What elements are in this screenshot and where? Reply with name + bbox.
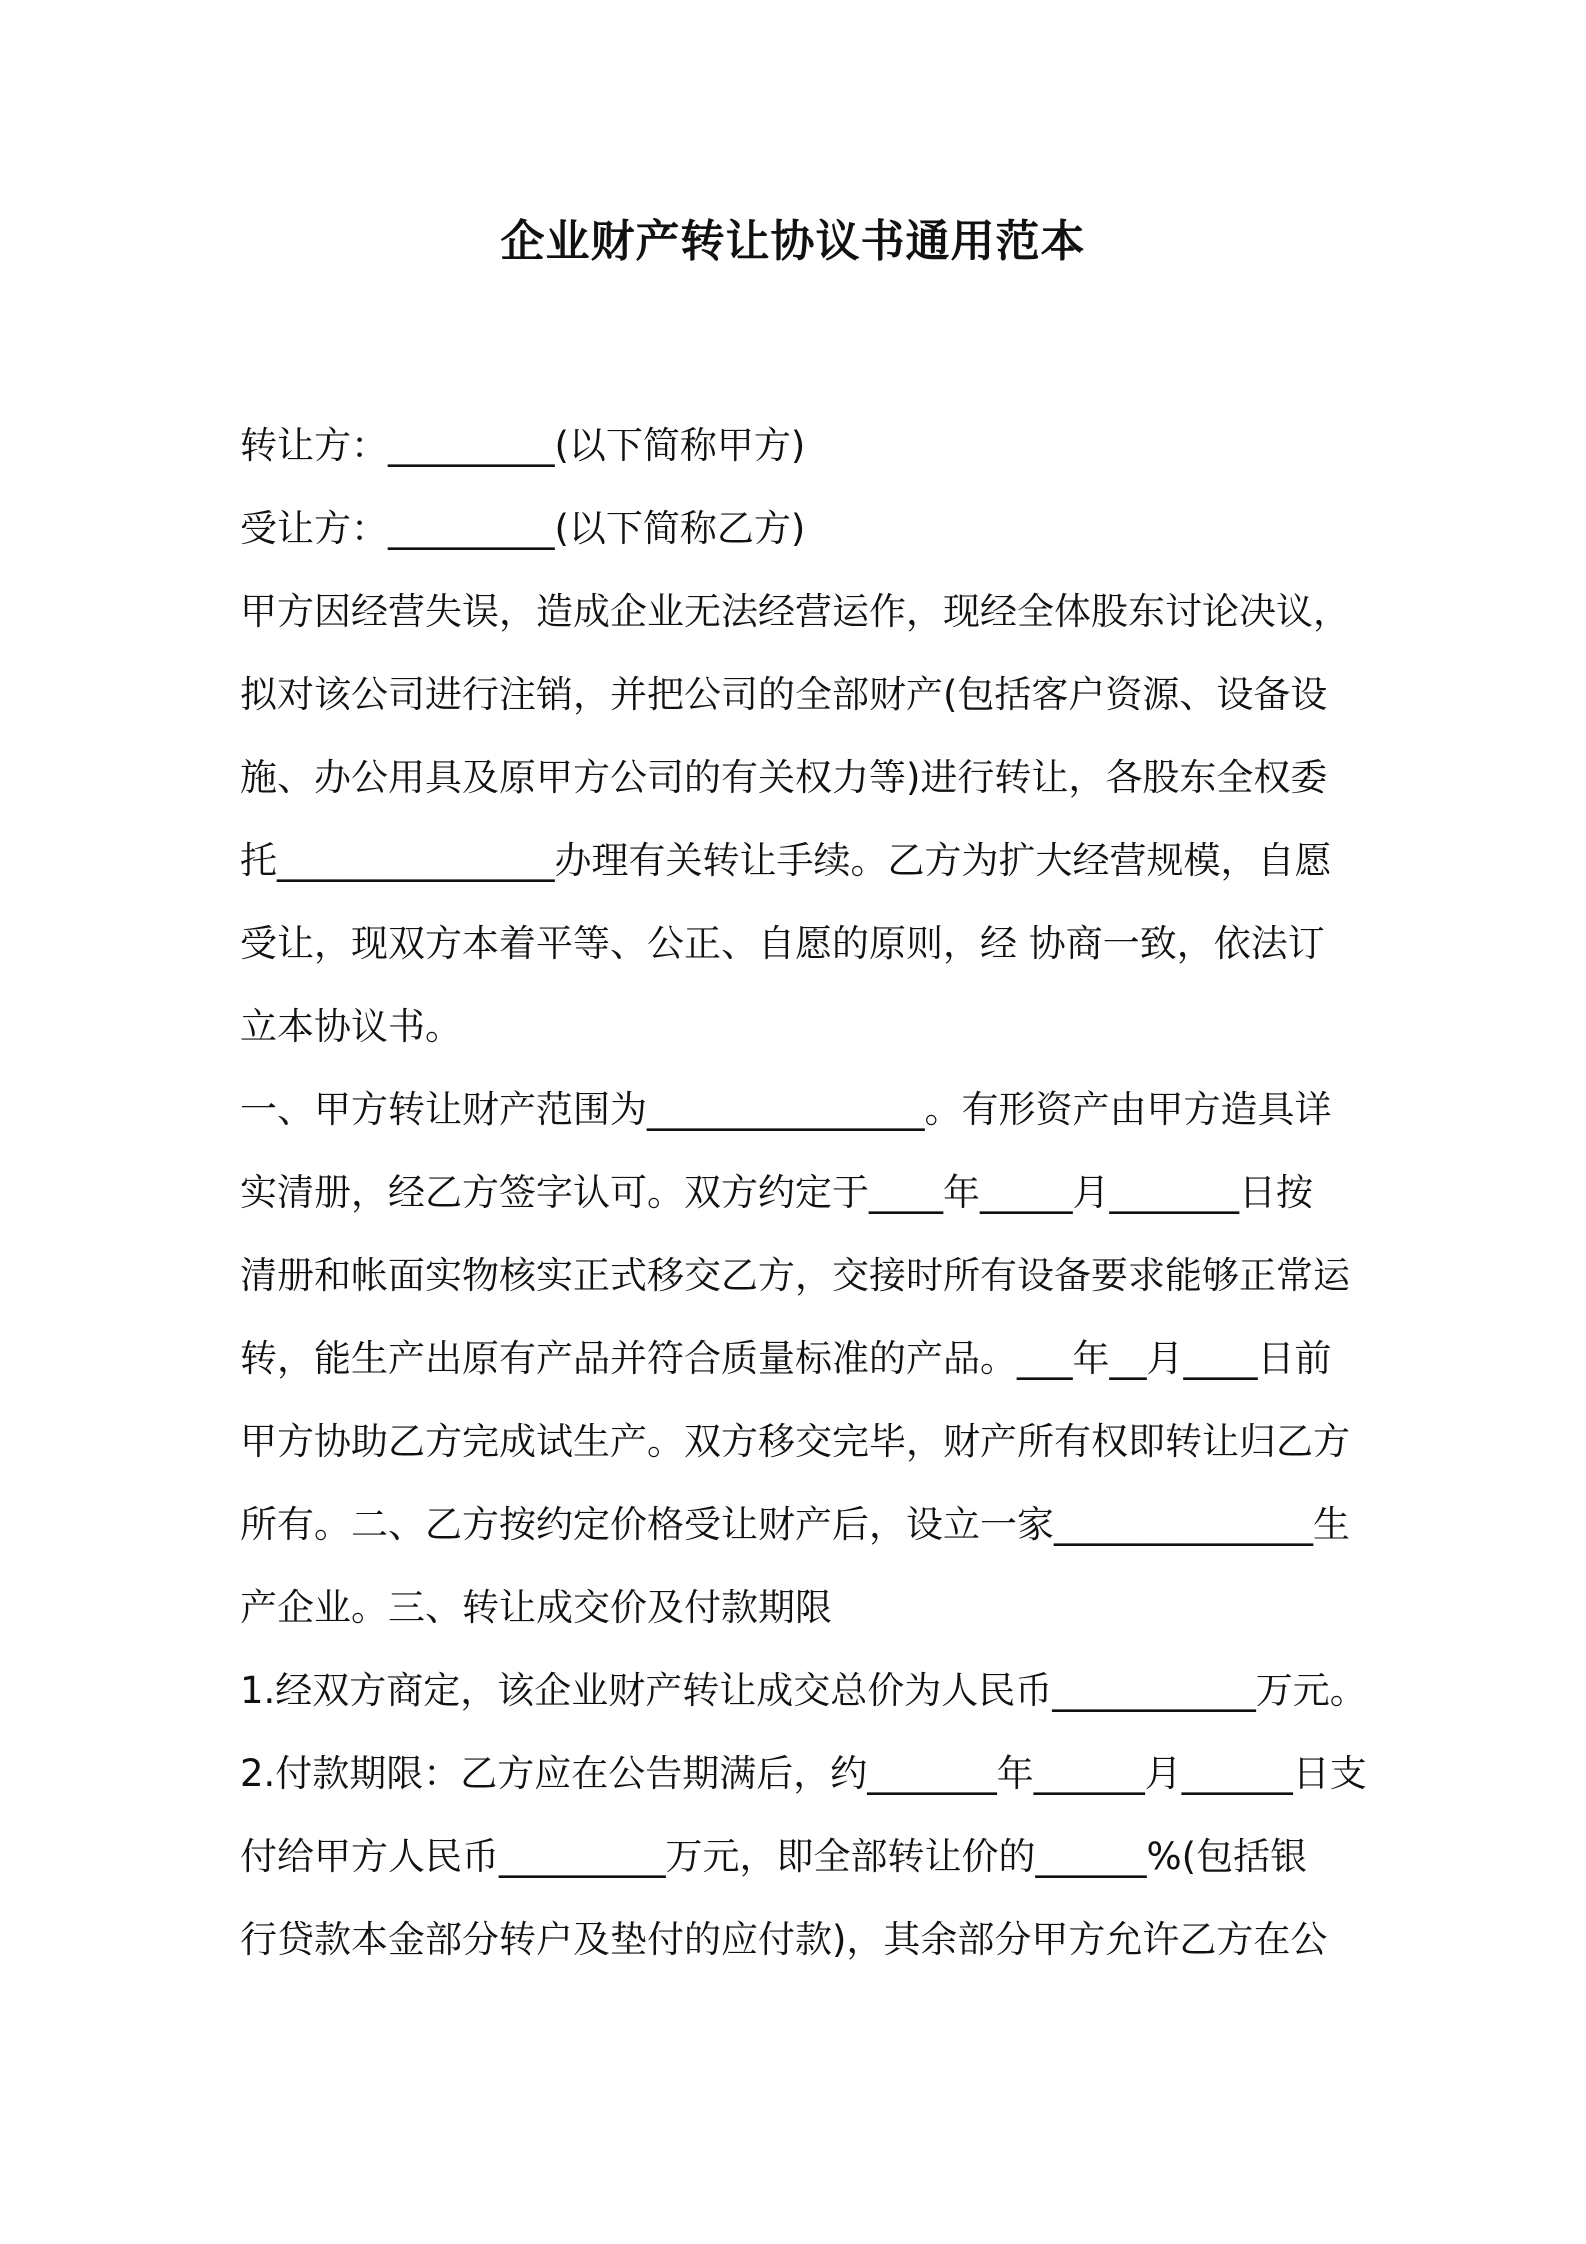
body-line: 实清册，经乙方签字认可。双方约定于____年_____月_______日按 — [240, 1171, 1313, 1214]
body-line: 行贷款本金部分转户及垫付的应付款)，其余部分甲方允许乙方在公 — [240, 1918, 1328, 1961]
body-line: 甲方协助乙方完成试生产。双方移交完毕，财产所有权即转让归乙方 — [240, 1420, 1350, 1463]
body-line: 托_______________办理有关转让手续。乙方为扩大经营规模，自愿 — [240, 839, 1332, 882]
body-line: 付给甲方人民币_________万元，即全部转让价的______%(包括银 — [240, 1835, 1308, 1878]
body-line: 拟对该公司进行注销，并把公司的全部财产(包括客户资源、设备设 — [240, 673, 1328, 716]
body-line: 转让方：_________(以下简称甲方) — [240, 424, 806, 467]
body-line: 甲方因经营失误，造成企业无法经营运作，现经全体股东讨论决议， — [240, 590, 1350, 633]
body-line: 转，能生产出原有产品并符合质量标准的产品。___年__月____日前 — [240, 1337, 1332, 1380]
body-line: 施、办公用具及原甲方公司的有关权力等)进行转让，各股东全权委 — [240, 756, 1328, 799]
body-line: 产企业。三、转让成交价及付款期限 — [240, 1586, 832, 1629]
body-line: 受让，现双方本着平等、公正、自愿的原则，经 协商一致，依法订 — [240, 922, 1325, 965]
body-line: 受让方：_________(以下简称乙方) — [240, 507, 806, 550]
document-title: 企业财产转让协议书通用范本 — [500, 216, 1086, 267]
body-line: 立本协议书。 — [240, 1005, 462, 1048]
body-line: 所有。二、乙方按约定价格受让财产后，设立一家______________生 — [240, 1503, 1350, 1546]
body-line: 清册和帐面实物核实正式移交乙方，交接时所有设备要求能够正常运 — [240, 1254, 1350, 1297]
body-line: 1.经双方商定，该企业财产转让成交总价为人民币___________万元。 — [240, 1669, 1367, 1712]
body-line: 2.付款期限：乙方应在公告期满后，约_______年______月______日支 — [240, 1752, 1367, 1795]
document-body — [240, 404, 1367, 1981]
body-line: 一、甲方转让财产范围为_______________。有形资产由甲方造具详 — [240, 1088, 1332, 1131]
